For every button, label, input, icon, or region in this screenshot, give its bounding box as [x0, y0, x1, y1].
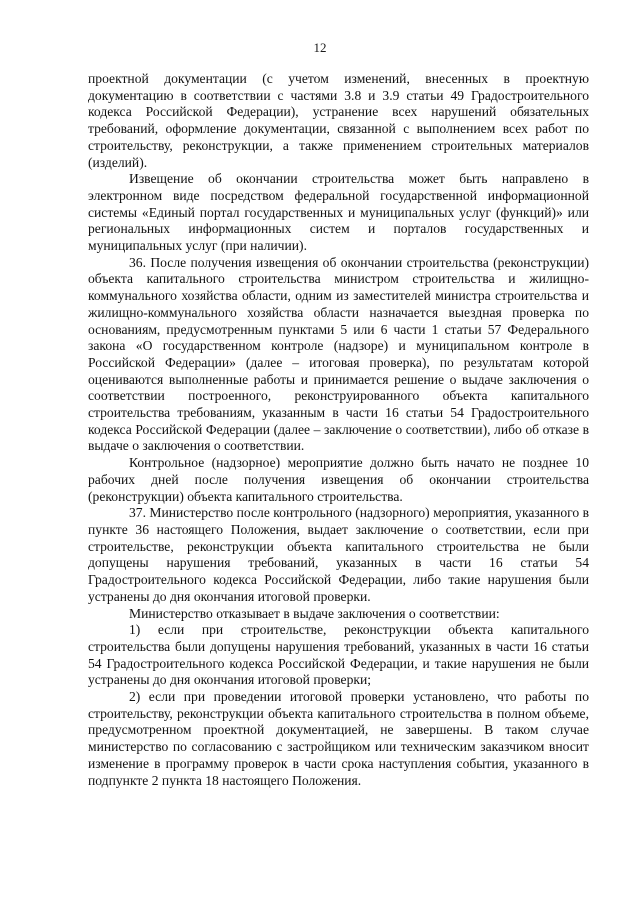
paragraph-clause-37: 37. Министерство после контрольного (надзорного) мероприятия, указанного в пункте 36 настоящего Положения, выдает заключение о соответствии, если при строительстве, реконструкции объекта капитального строительства не были допущены нарушения требований, указанных в части 16 статьи 54 Градостроительного кодекса Российской Федерации, либо такие нарушения были устранены до дня окончания итоговой проверки.: [88, 505, 590, 604]
paragraph-refusal-intro: Министерство отказывает в выдаче заключения о соответствии:: [129, 605, 500, 621]
paragraph-project-documentation: проектной документации (с учетом изменений, внесенных в проектную документацию в соответствии с частями 3.8 и 3.9 статьи 49 Градостроительного кодекса Российской Федерации), устранение всех нарушений обязательных требований, оформление документации, связанной с выполнением всех работ по строительству, реконструкции, а также применением строительных материалов (изделий).: [88, 71, 589, 170]
paragraph-electronic-notice: Извещение об окончании строительства может быть направлено в электронном виде посредством федеральной государственной информационной системы «Единый портал государственных и муниципальных услуг (функций)» или региональных информационных систем и порталов государственных и муниципальных услуг (при наличии).: [88, 171, 589, 254]
paragraph-refusal-item-2: 2) если при проведении итоговой проверки установлено, что работы по строительству, реконструкции объекта капитального строительства в полном объеме, предусмотренном проектной документацией, не завершены. В таком случае министерство по согласованию с застройщиком или техническим заказчиком вносит изменение в программу проверок в части срока наступления события, указанного в подпункте 2 пункта 18 настоящего Положения.: [88, 689, 589, 788]
document-body: [88, 71, 589, 789]
paragraph-clause-36: 36. После получения извещения об окончании строительства (реконструкции) объекта капитального строительства министром строительства и жилищно-коммунального хозяйства области, одним из заместителей министра строительства и жилищно-коммунального хозяйства области назначается выездная проверка по основаниям, предусмотренным пунктами 5 или 6 части 1 статьи 57 Федерального закона «О государственном контроле (надзоре) и муниципальном контроле в Российской Федерации» (далее – итоговая проверка), по результатам которой оцениваются выполненные работы и принимается решение о выдаче заключения о соответствии построенного, реконструированного объекта капитального строительства требованиям, указанным в части 16 статьи 54 Градостроительного кодекса Российской Федерации (далее – заключение о соответствии), либо об отказе в выдаче о заключения о соответствии.: [88, 254, 589, 454]
paragraph-control-event-deadline: Контрольное (надзорное) мероприятие должно быть начато не позднее 10 рабочих дней после получения извещения об окончании строительства (реконструкции) объекта капитального строительства.: [88, 455, 589, 504]
page-number: 12: [313, 40, 327, 55]
paragraph-refusal-item-1: 1) если при строительстве, реконструкции объекта капитального строительства были допущены нарушения требований, указанных в части 16 статьи 54 Градостроительного кодекса Российской Федерации, и такие нарушения не были устранены до дня окончания итоговой проверки;: [88, 622, 589, 688]
